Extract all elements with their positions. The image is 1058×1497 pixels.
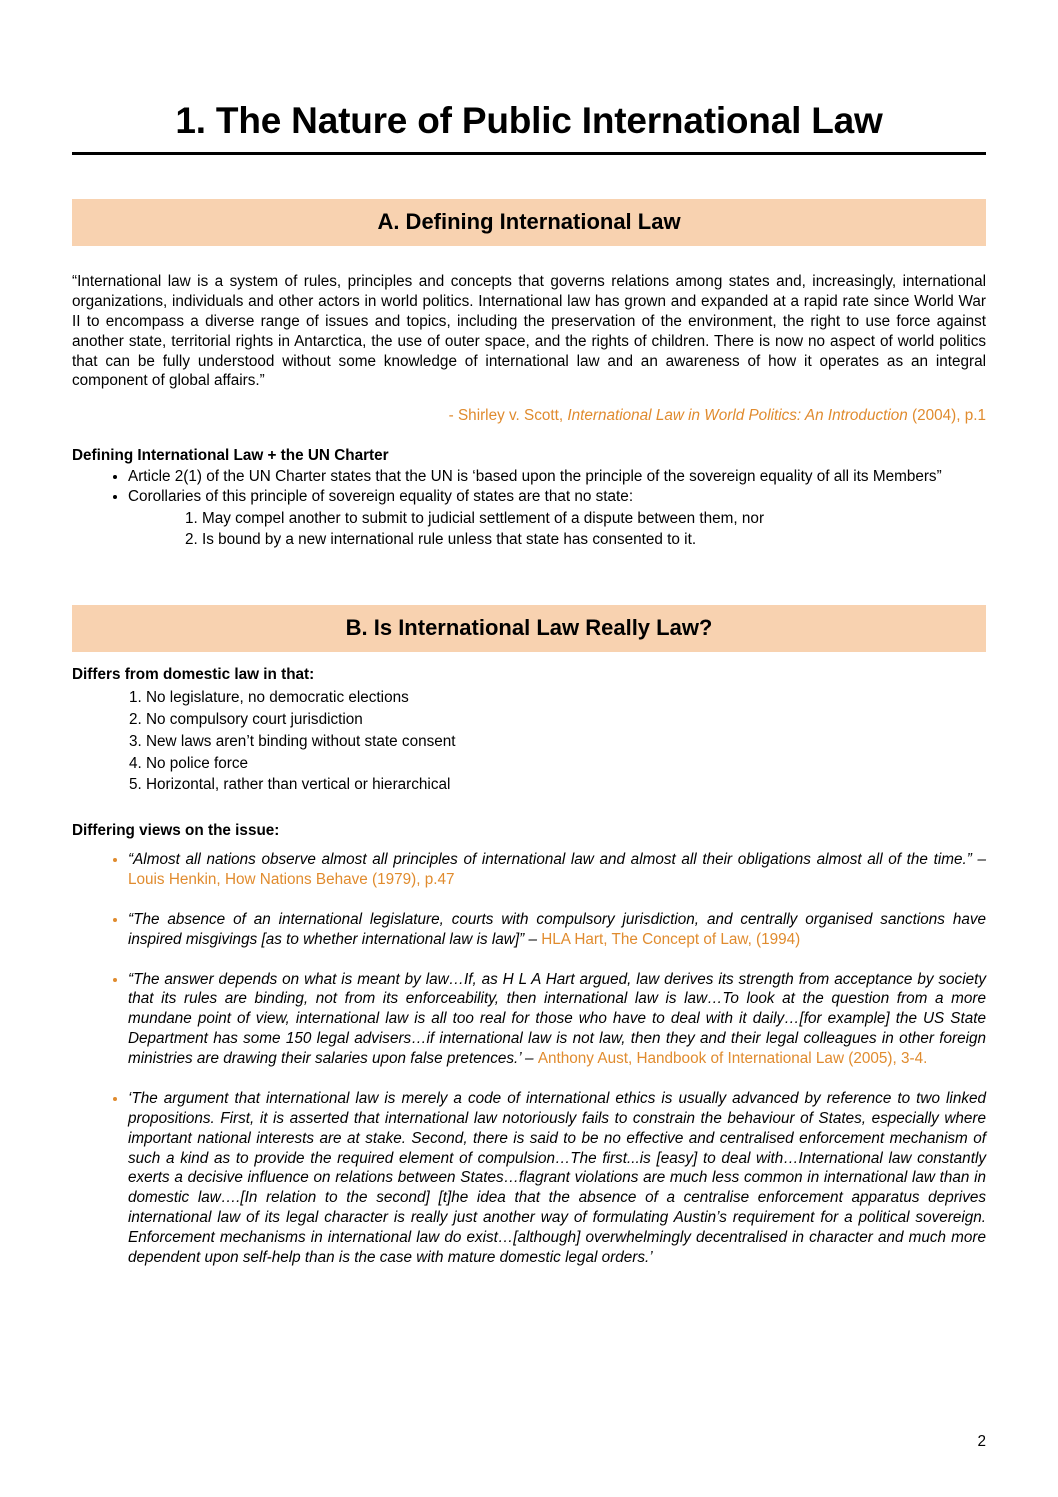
list-item xyxy=(128,850,986,890)
citation-suffix: (2004), p.1 xyxy=(907,406,986,424)
section-a-citation xyxy=(72,407,986,425)
quote-source-suffix: (1979), p.47 xyxy=(367,870,455,888)
list-item xyxy=(128,970,986,1069)
page-title: 1. The Nature of Public International Law xyxy=(72,100,986,155)
section-a-paragraph: “International law is a system of rules, principles and concepts that governs relations among states and, increasingly, international organizations, individuals and other actors in world politics. International law has grown and expanded at a rapid rate since World War II to encompass a diverse range of issues and topics, including the preservation of the environment, the right to use force against another state, territorial rights in Antarctica, the use of outer space, and the rights of children. There is now no aspect of world politics that can be fully understood without some knowledge of international law and an awareness of how it operates as an integral component of global affairs.” xyxy=(72,273,986,390)
list-item: • Article 2(1) of the UN Charter states that the UN is ‘based upon the principle of the sovereign equality of all its Members” xyxy=(128,467,986,487)
list-item: 1. No legislature, no democratic elections xyxy=(146,687,986,709)
list-item: 1. May compel another to submit to judicial settlement of a dispute between them, nor xyxy=(202,509,986,529)
quote-source-suffix: , (1994) xyxy=(747,930,801,948)
section-a-bullet-list xyxy=(72,467,986,550)
citation-title: International Law in World Politics: An Introduction xyxy=(567,406,908,424)
list-item xyxy=(128,910,986,950)
quote-text: “The absence of an international legislature, courts with compulsory jurisdiction, and centrally organised sanctions have inspired misgivings [as to whether international law is law]” – xyxy=(128,910,986,948)
section-b-differs-list xyxy=(72,687,986,796)
section-banner-b: B. Is International Law Really Law? xyxy=(72,605,986,652)
quote-text: ‘The argument that international law is merely a code of international ethics is usually advanced by reference to two linked propositions. First, it is asserted that international law notoriously fails to constrain the behaviour of States, especially where important national interests are at stake. Second, there is said to be no effective and centralised enforcement mechanism of such a kind as to provide the required element of compulsion…The first...is [easy] to deal with…International law constantly exerts a decisive influence on relations between States…flagrant violations are much less common in international law than in domestic law….[In relation to the second] [t]he idea that the absence of a centralise enforcement apparatus deprives international law of its legal character is really just another way of formulating Austin’s requirement for a political sovereign. Enforcement mechanisms in international law do exist…[although] overwhelmingly decentralised in character and much more dependent upon self-help than is the case with mature domestic legal orders.’ xyxy=(128,1089,986,1266)
section-a-sub-list xyxy=(128,509,986,550)
citation-prefix: - Shirley v. Scott, xyxy=(448,406,568,424)
list-item: 2. Is bound by a new international rule unless that state has consented to it. xyxy=(202,530,986,550)
quote-source-suffix: (2005), 3-4. xyxy=(844,1050,928,1068)
section-b-quote-list xyxy=(72,850,986,1268)
list-item-label: Corollaries of this principle of sovereign equality of states are that no state: xyxy=(128,488,634,506)
quote-text: “Almost all nations observe almost all principles of international law and almost all their obligations almost all of the time.” – xyxy=(128,851,986,869)
list-item: 3. New laws aren’t binding without state consent xyxy=(146,731,986,753)
list-item xyxy=(128,1089,986,1268)
quote-source-prefix: Anthony Aust, xyxy=(537,1050,637,1068)
section-b-subhead-differs: Differs from domestic law in that: xyxy=(72,666,315,684)
quote-source-title: The Concept of Law xyxy=(611,930,748,948)
section-b-subhead-views: Differing views on the issue: xyxy=(72,822,280,840)
list-item: 4. No police force xyxy=(146,753,986,775)
list-item: 2. No compulsory court jurisdiction xyxy=(146,709,986,731)
section-banner-a: A. Defining International Law xyxy=(72,199,986,246)
quote-source-prefix: Louis Henkin, xyxy=(128,870,225,888)
quote-source-prefix: HLA Hart, xyxy=(541,930,612,948)
list-item xyxy=(128,487,986,549)
quote-source-title: Handbook of International Law xyxy=(636,1050,844,1068)
quote-text: “The answer depends on what is meant by law…If, as H L A Hart argued, law derives its strength from acceptance by society that its rules are binding, not from its enforceability, then international law is law…To look at the question from a more mundane point of view, international law is all too real for those who have to deal with it daily…[for example] the US State Department has some 150 legal advisers…if international law is not law, then they and their legal colleagues in other foreign ministries are drawing their salaries upon false pretences.’ – xyxy=(128,970,986,1068)
section-a-subhead: Defining International Law + the UN Charter xyxy=(72,446,389,464)
page-number: 2 xyxy=(977,1433,986,1450)
quote-source-title: How Nations Behave xyxy=(224,870,368,888)
list-item: 5. Horizontal, rather than vertical or hierarchical xyxy=(146,774,986,796)
